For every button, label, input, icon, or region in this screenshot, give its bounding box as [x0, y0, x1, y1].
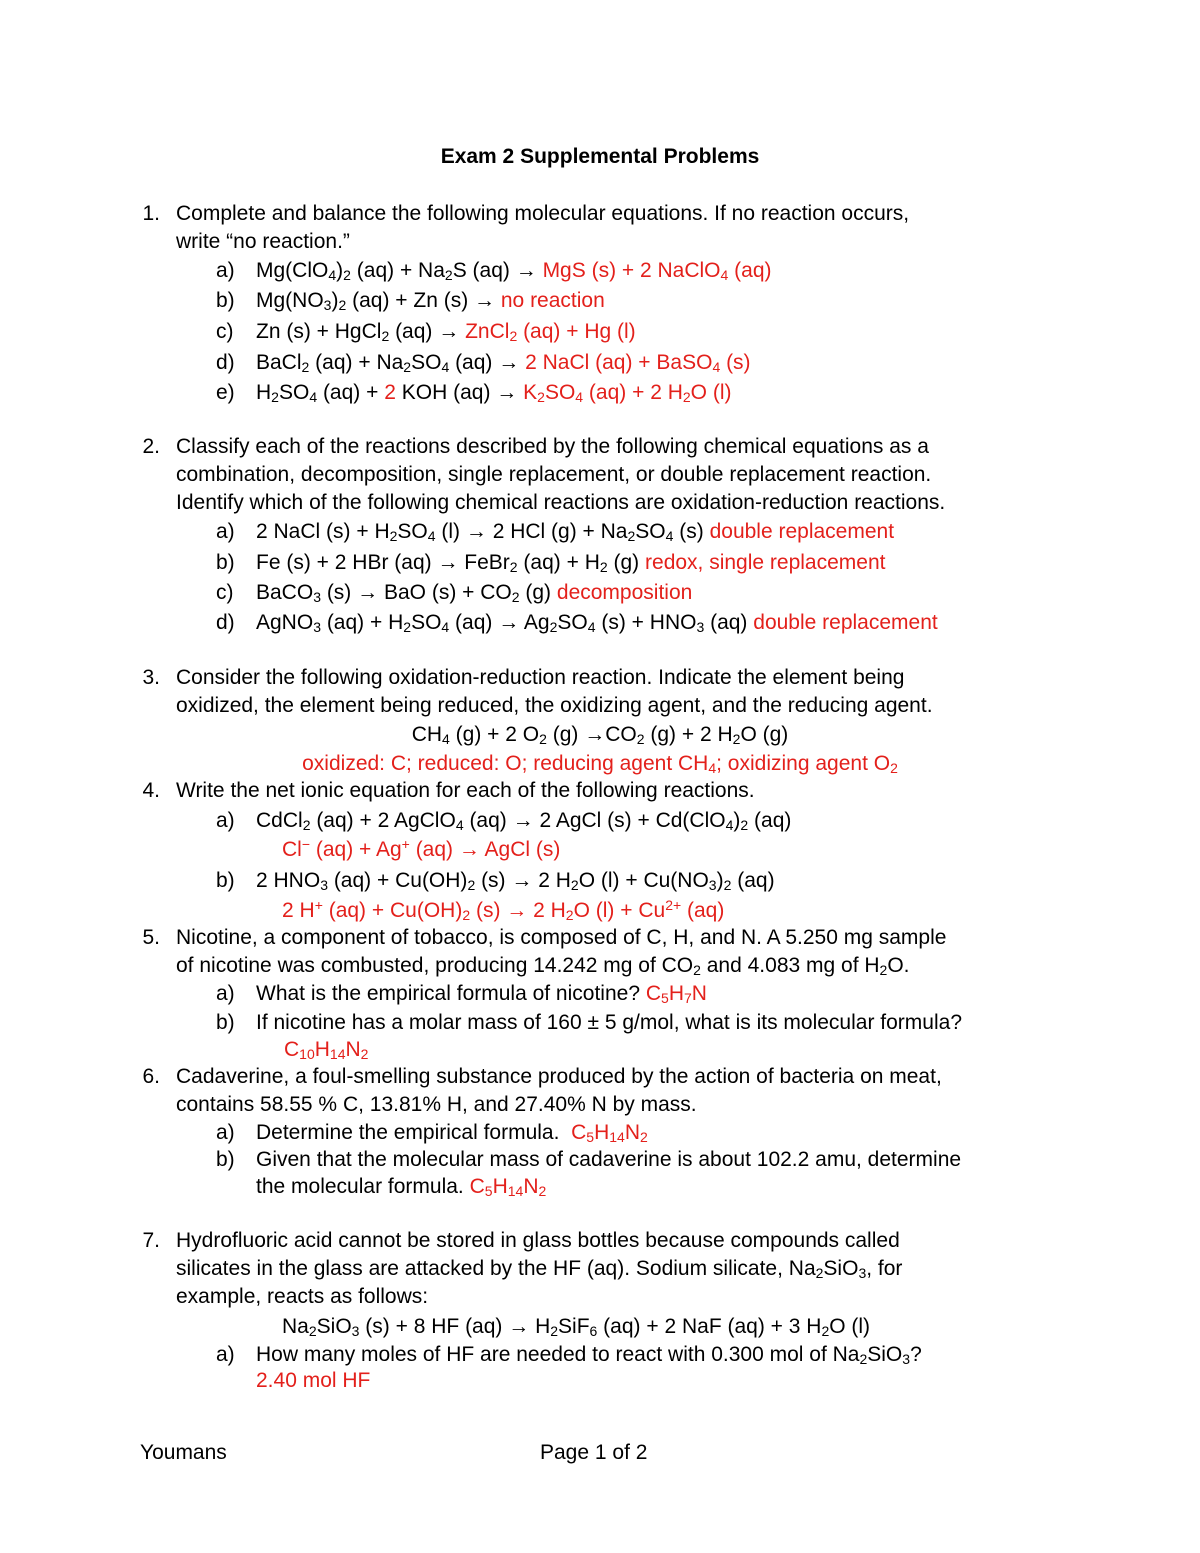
q4-b: b) 2 $HNO_3$ $(aq) + Cu(OH)_2$ (s) → 2 $H_2O$ $(l) + Cu(NO_3)_2$ (aq) — [216, 869, 775, 893]
q6-number: 6. — [142, 1065, 160, 1088]
q1-a: a) $Mg(ClO_4)_2$ $(aq) + Na_2S$ (aq) → MgS (s) + 2 NaClO$_4$ (aq) — [216, 259, 772, 283]
q2-c-label: c) — [216, 581, 234, 604]
q2-d: d) AgNO$_3$ $(aq) + H_2SO_4$ $(aq) \to Ag_2SO_4$ $(s) + HNO_3$ (aq) double replacement — [216, 611, 938, 635]
q3-answer: oxidized: C; reduced: O; reducing agent $CH_4$; oxidizing agent $O_2$ — [302, 752, 898, 776]
q2-text-line1: Classify each of the reactions described by the following chemical equations as a — [176, 435, 929, 458]
q2-a-label: a) — [216, 520, 235, 543]
q5-b-label: b) — [216, 1011, 235, 1034]
q2-text-line3: Identify which of the following chemical reactions are oxidation-reduction reactions. — [176, 491, 946, 514]
q5-a-answer: $C_5H_7N$ — [645, 982, 707, 1006]
q2-b-label: b) — [216, 551, 235, 574]
q4-b-answer: 2 H+ $(aq) + Cu(OH)_2$ (s) → 2 $H_2O$ $(l) + Cu^{2+}$ (aq) — [282, 897, 725, 923]
q5-a — [216, 981, 707, 1007]
q1-a-answer: MgS (s) + 2 NaClO$_4$ (aq) — [542, 259, 772, 283]
q7-number: 7. — [142, 1229, 160, 1252]
q3-text-line1: Consider the following oxidation-reduction reaction. Indicate the element being — [176, 666, 905, 689]
document-title: Exam 2 Supplemental Problems — [440, 145, 760, 168]
q1-d: d) BaCl$_2$ $(aq) + Na_2SO_4$ (aq) → 2 NaCl (aq) + BaSO$_4$ (s) — [216, 351, 751, 375]
q1-text-line2: write “no reaction.” — [176, 230, 350, 253]
q4-a-label: a) — [216, 809, 235, 832]
q1-d-answer: 2 NaCl (aq) + BaSO$_4$ (s) — [525, 351, 751, 375]
q5-b-text: If nicotine has a molar mass of 160 ± 5 g/mol, what is its molecular formula? — [256, 1011, 962, 1034]
q6-b-line2 — [256, 1174, 546, 1200]
q6-b — [216, 1147, 961, 1173]
q3-text-line2: oxidized, the element being reduced, the oxidizing agent, and the reducing agent. — [176, 694, 933, 717]
q2-a-answer: double replacement — [709, 520, 895, 543]
q5-text-line1: Nicotine, a component of tobacco, is composed of C, H, and N. A 5.250 mg sample — [176, 926, 947, 949]
q6-text-line1: Cadaverine, a foul-smelling substance produced by the action of bacteria on meat, — [176, 1065, 942, 1088]
q1-c-label: c) — [216, 320, 234, 343]
q2-b: b) Fe (s) + 2 HBr (aq) → FeBr$_2$ $(aq) + H_2$ (g) redox, single replacement — [216, 551, 886, 575]
q6-a-label: a) — [216, 1121, 235, 1144]
q2-d-label: d) — [216, 611, 235, 634]
q4-text-line1: Write the net ionic equation for each of the following reactions. — [176, 779, 755, 802]
q1-d-label: d) — [216, 351, 235, 374]
q6-a — [216, 1120, 648, 1146]
q6-text-line2: contains 58.55 % C, 13.81% H, and 27.40% N by mass. — [176, 1093, 697, 1116]
q1-a-label: a) — [216, 259, 235, 282]
q7-a-answer: 2.40 mol HF — [256, 1369, 371, 1392]
q7-a-label: a) — [216, 1343, 235, 1366]
q1-b-label: b) — [216, 289, 235, 312]
q6-b-label: b) — [216, 1148, 235, 1171]
q1-text-line1: Complete and balance the following molecular equations. If no reaction occurs, — [176, 202, 910, 225]
q5-a-label: a) — [216, 982, 235, 1005]
q6-b-text: Given that the molecular mass of cadaverine is about 102.2 amu, determine — [256, 1148, 962, 1171]
q1-b-answer: no reaction — [500, 289, 605, 312]
q2-text-line2: combination, decomposition, single replacement, or double replacement reaction. — [176, 463, 932, 486]
q2-c-answer: decomposition — [556, 581, 693, 604]
q2-number: 2. — [142, 435, 160, 458]
q4-number: 4. — [142, 779, 160, 802]
q5-b — [216, 1010, 962, 1036]
footer-author: Youmans — [140, 1441, 227, 1464]
q7-text-line1: Hydrofluoric acid cannot be stored in glass bottles because compounds called — [176, 1229, 900, 1252]
q1-e-label: e) — [216, 381, 235, 404]
q7-a: a) How many moles of HF are needed to react with 0.300 mol of $Na_2SiO_3$? — [216, 1343, 922, 1367]
q3-equation: $CH_4$ (g) + 2 $O_2$ $(g) \to CO_2$ (g) + 2 $H_2O$ (g) — [411, 723, 789, 747]
q6-a-text: Determine the empirical formula. — [256, 1121, 560, 1144]
q4-a: a) CdCl$_2$ (aq) + 2 AgClO$_4$ (aq) → 2 AgCl $(s) + Cd(ClO_4)_2$ (aq) — [216, 809, 792, 833]
q5-text-line2: of nicotine was combusted, producing 14.242 mg of $CO_2$ and 4.083 mg of $H_2O$. — [176, 954, 910, 978]
q1-e: e) $H_2SO_4$ (aq) + 2 KOH $(aq) \to K_2SO_4$ (aq) + 2 $H_2O$ (l) — [216, 381, 732, 405]
q5-a-text: What is the empirical formula of nicotine? — [256, 982, 640, 1005]
q7-equation: $Na_2SiO_3$ (s) + 8 HF $(aq) \to H_2SiF_6$ (aq) + 2 NaF (aq) + 3 $H_2O$ (l) — [282, 1315, 871, 1339]
q2-d-answer: double replacement — [753, 611, 938, 634]
q1-c: c) Zn (s) + HgCl$_2$ (aq) → ZnCl$_2$ (aq) + Hg (l) — [216, 320, 636, 344]
q4-b-label: b) — [216, 869, 235, 892]
q2-c: c) BaCO$_3$ (s) → BaO $(s) + CO_2$ (g) decomposition — [216, 581, 693, 605]
q1-number: 1. — [142, 202, 160, 225]
q5-b-answer: $C_{10}H_{14}N_2$ — [284, 1038, 369, 1062]
q6-b-text2: the molecular formula. — [256, 1175, 464, 1198]
q1-e-answer: $K_2SO_4$ (aq) + 2 $H_2O$ (l) — [523, 381, 732, 405]
q6-a-answer: $C_5H_{14}N_2$ — [571, 1121, 648, 1145]
q5-number: 5. — [142, 926, 160, 949]
q3-number: 3. — [142, 666, 160, 689]
q7-text-line2: silicates in the glass are attacked by the HF (aq). Sodium silicate, $Na_2SiO_3$, for — [176, 1257, 903, 1281]
q1-b: b) $Mg(NO_3)_2$ (aq) + Zn (s) → no reaction — [216, 289, 605, 313]
q4-a-answer: Cl− (aq) + Ag+ (aq) → AgCl (s) — [282, 836, 561, 861]
q2-a: a) 2 NaCl $(s) + H_2SO_4$ (l) → 2 HCl $(g) + Na_2SO_4$ (s) double replacement — [216, 520, 895, 544]
q1-c-answer: ZnCl$_2$ (aq) + Hg (l) — [465, 320, 636, 344]
footer-page-number: Page 1 of 2 — [540, 1441, 648, 1464]
q2-b-answer: redox, single replacement — [645, 551, 886, 574]
q7-text-line3: example, reacts as follows: — [176, 1285, 429, 1308]
q6-b-answer: $C_5H_{14}N_2$ — [469, 1175, 547, 1199]
